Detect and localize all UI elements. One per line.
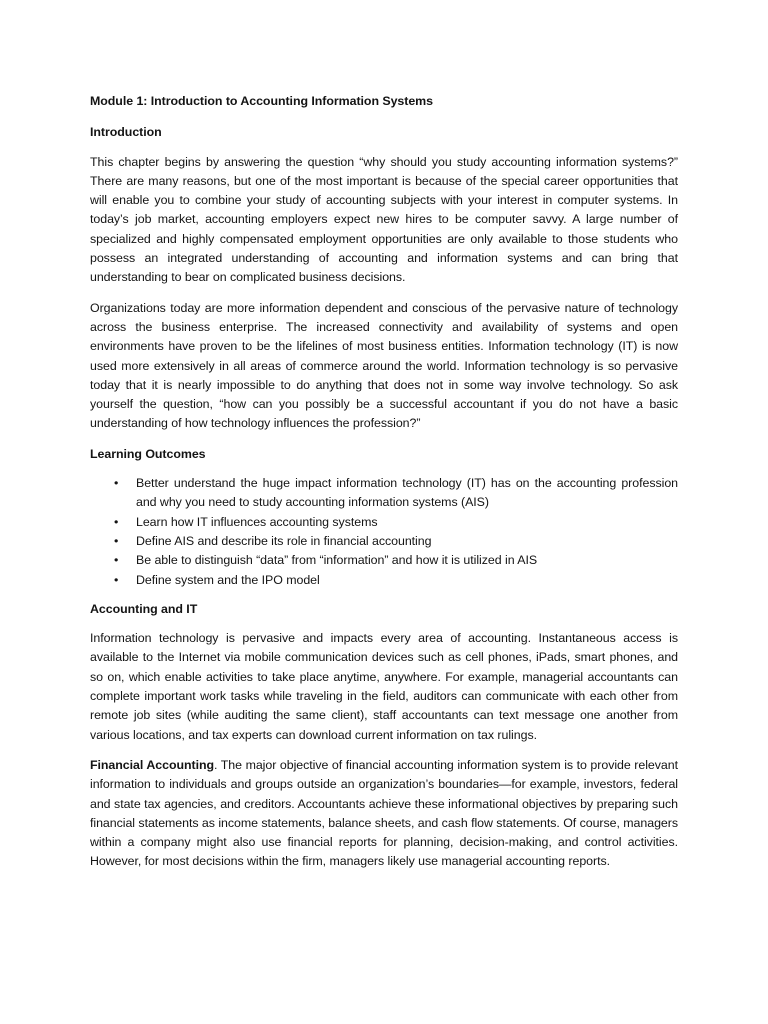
- learning-outcomes-list: [90, 474, 678, 590]
- module-title: Module 1: Introduction to Accounting Information Systems: [90, 94, 433, 108]
- list-item-text: Define system and the IPO model: [136, 572, 320, 587]
- bullet-icon: •: [114, 553, 119, 568]
- list-item: [90, 551, 678, 570]
- list-item-text: Be able to distinguish “data” from “information” and how it is utilized in AIS: [136, 553, 538, 568]
- introduction-paragraph-1: This chapter begins by answering the question “why should you study accounting information systems?” There are many reasons, but one of the most important is because of the special career opportunities that will enable you to combine your study of accounting subjects with your interest in computer systems. In today’s job market, accounting employers expect new hires to be computer savvy. A large number of specialized and highly compensated employment opportunities are only available to those students who possess an integrated understanding of accounting and information systems and can bring that understanding to bear on complicated business decisions.: [90, 154, 678, 285]
- document-page: [90, 92, 678, 883]
- introduction-heading: Introduction: [90, 125, 162, 140]
- list-item-text: Learn how IT influences accounting systems: [136, 514, 378, 529]
- list-item: [90, 571, 678, 590]
- bullet-icon: •: [114, 572, 119, 587]
- list-item: [90, 513, 678, 532]
- bullet-icon: •: [114, 476, 119, 491]
- financial-accounting-text: . The major objective of financial accounting information system is to provide relevant information to individuals and groups outside an organization’s boundaries—for example, investors, federal and state tax agencies, and creditors. Accountants achieve these informational objectives by preparing such financial statements as income statements, balance sheets, and cash flow statements. Of course, managers within a company might also use financial reports for planning, decision-making, and control activities. However, for most decisions within the firm, managers likely use managerial accounting reports.: [90, 757, 678, 869]
- list-item: [90, 532, 678, 551]
- financial-accounting-paragraph: [90, 756, 678, 872]
- list-item-text: Define AIS and describe its role in financial accounting: [136, 533, 432, 548]
- bullet-icon: •: [114, 514, 119, 529]
- list-item-text: Better understand the huge impact information technology (IT) has on the accounting profession and why you need to study accounting information systems (AIS): [136, 476, 678, 510]
- learning-outcomes-heading: Learning Outcomes: [90, 446, 206, 461]
- accounting-and-it-heading: Accounting and IT: [90, 601, 198, 616]
- list-item: [90, 474, 678, 513]
- introduction-paragraph-2: Organizations today are more information dependent and conscious of the pervasive nature of technology across the business enterprise. The increased connectivity and availability of systems and open environments have proven to be the lifelines of most business entities. Information technology (IT) is now used more extensively in all areas of commerce around the world. Information technology is so pervasive today that it is nearly impossible to do anything that does not in some way involve technology. So ask yourself the question, “how can you possibly be a successful accountant if you do not have a basic understanding of how technology influences the profession?”: [90, 300, 678, 431]
- financial-accounting-label: Financial Accounting: [90, 757, 215, 772]
- bullet-icon: •: [114, 533, 119, 548]
- accounting-and-it-paragraph: Information technology is pervasive and impacts every area of accounting. Instantaneous access is available to the Internet via mobile communication devices such as cell phones, iPads, smart phones, and so on, which enable activities to take place anytime, anywhere. For example, managerial accountants can complete important work tasks while traveling in the field, auditors can communicate with each other from remote job sites (while auditing the same client), staff accountants can text message one another from various locations, and tax experts can download current information on tax rulings.: [90, 631, 678, 742]
